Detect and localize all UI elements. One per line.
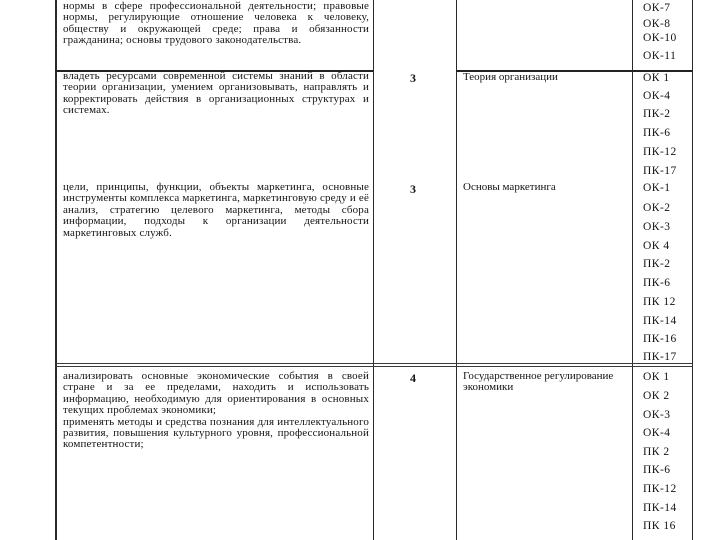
discipline-name: Теория организации <box>463 71 558 83</box>
competence-code: ОК-1 <box>643 182 671 194</box>
competence-code: ПК-2 <box>643 258 671 270</box>
competence-code: ПК-17 <box>643 351 677 363</box>
description-paragraph: владеть ресурсами современной системы знаний в области теории организации, умением организовывать, направлять и корректировать действия в организационных структурах и системах. <box>63 70 369 117</box>
description-paragraph: применять методы и средства познания для интеллектуального развития, повышения культурного уровня, профессиональной компетентности; <box>63 415 369 451</box>
competence-code: ПК-6 <box>643 127 671 139</box>
competence-code: ПК-17 <box>643 165 677 177</box>
competence-code: ПК 12 <box>643 296 676 308</box>
table-row-description <box>63 182 369 239</box>
semester-number: 3 <box>410 71 416 85</box>
discipline-name: Государственное регулирование экономики <box>463 370 614 393</box>
competence-code: ПК-14 <box>643 315 677 327</box>
semester-number: 4 <box>410 371 416 385</box>
competence-code: ОК-3 <box>643 221 671 233</box>
discipline-name: Основы маркетинга <box>463 181 556 193</box>
competence-code: ПК-12 <box>643 146 677 158</box>
column-divider <box>632 0 633 540</box>
row-divider <box>55 366 693 367</box>
competence-code: ОК-2 <box>643 202 671 214</box>
description-paragraph: нормы в сфере профессиональной деятельности; правовые нормы, регулирующие отношение человека к человеку, обществу и окружающей среде; права и обязанности гражданина; основы трудового законодательства. <box>63 0 369 47</box>
competence-code: ОК 1 <box>643 72 670 84</box>
competence-code: ПК-6 <box>643 277 671 289</box>
competence-code: ОК-11 <box>643 50 677 62</box>
column-divider <box>456 0 457 540</box>
competence-code: ПК-6 <box>643 464 671 476</box>
competence-code: ОК-8 <box>643 18 671 30</box>
competence-code: ПК-14 <box>643 502 677 514</box>
competence-code: ОК-4 <box>643 90 671 102</box>
competence-code: ОК-7 <box>643 2 671 14</box>
competence-code: ПК 2 <box>643 446 670 458</box>
table-border-right <box>692 0 693 540</box>
column-divider <box>373 0 374 540</box>
competence-code: ПК-16 <box>643 333 677 345</box>
competence-code: ПК-12 <box>643 483 677 495</box>
competence-code: ПК 16 <box>643 520 676 532</box>
table-row-description <box>63 371 369 451</box>
competence-code: ПК-2 <box>643 108 671 120</box>
table-row-description <box>63 71 369 117</box>
competence-code: ОК-4 <box>643 427 671 439</box>
semester-number: 3 <box>410 182 416 196</box>
table-row-description <box>63 1 369 47</box>
competence-code: ОК 1 <box>643 371 670 383</box>
table-border-left <box>55 0 57 540</box>
row-divider <box>55 363 693 364</box>
competence-code: ОК 2 <box>643 390 670 402</box>
description-paragraph: анализировать основные экономические события в своей стране и за ее пределами, находить и использовать информацию, необходимую для ориентирования в основных текущих проблемах экономики; <box>63 370 369 417</box>
competence-code: ОК-10 <box>643 32 677 44</box>
competence-code: ОК 4 <box>643 240 670 252</box>
description-paragraph: цели, принципы, функции, объекты маркетинга, основные инструменты комплекса маркетинга, маркетинговую среду и её анализ, стратегию целевого маркетинга, методы сбора информации, подходы к организации деятельности маркетинговых служб. <box>63 181 369 239</box>
competence-code: ОК-3 <box>643 409 671 421</box>
